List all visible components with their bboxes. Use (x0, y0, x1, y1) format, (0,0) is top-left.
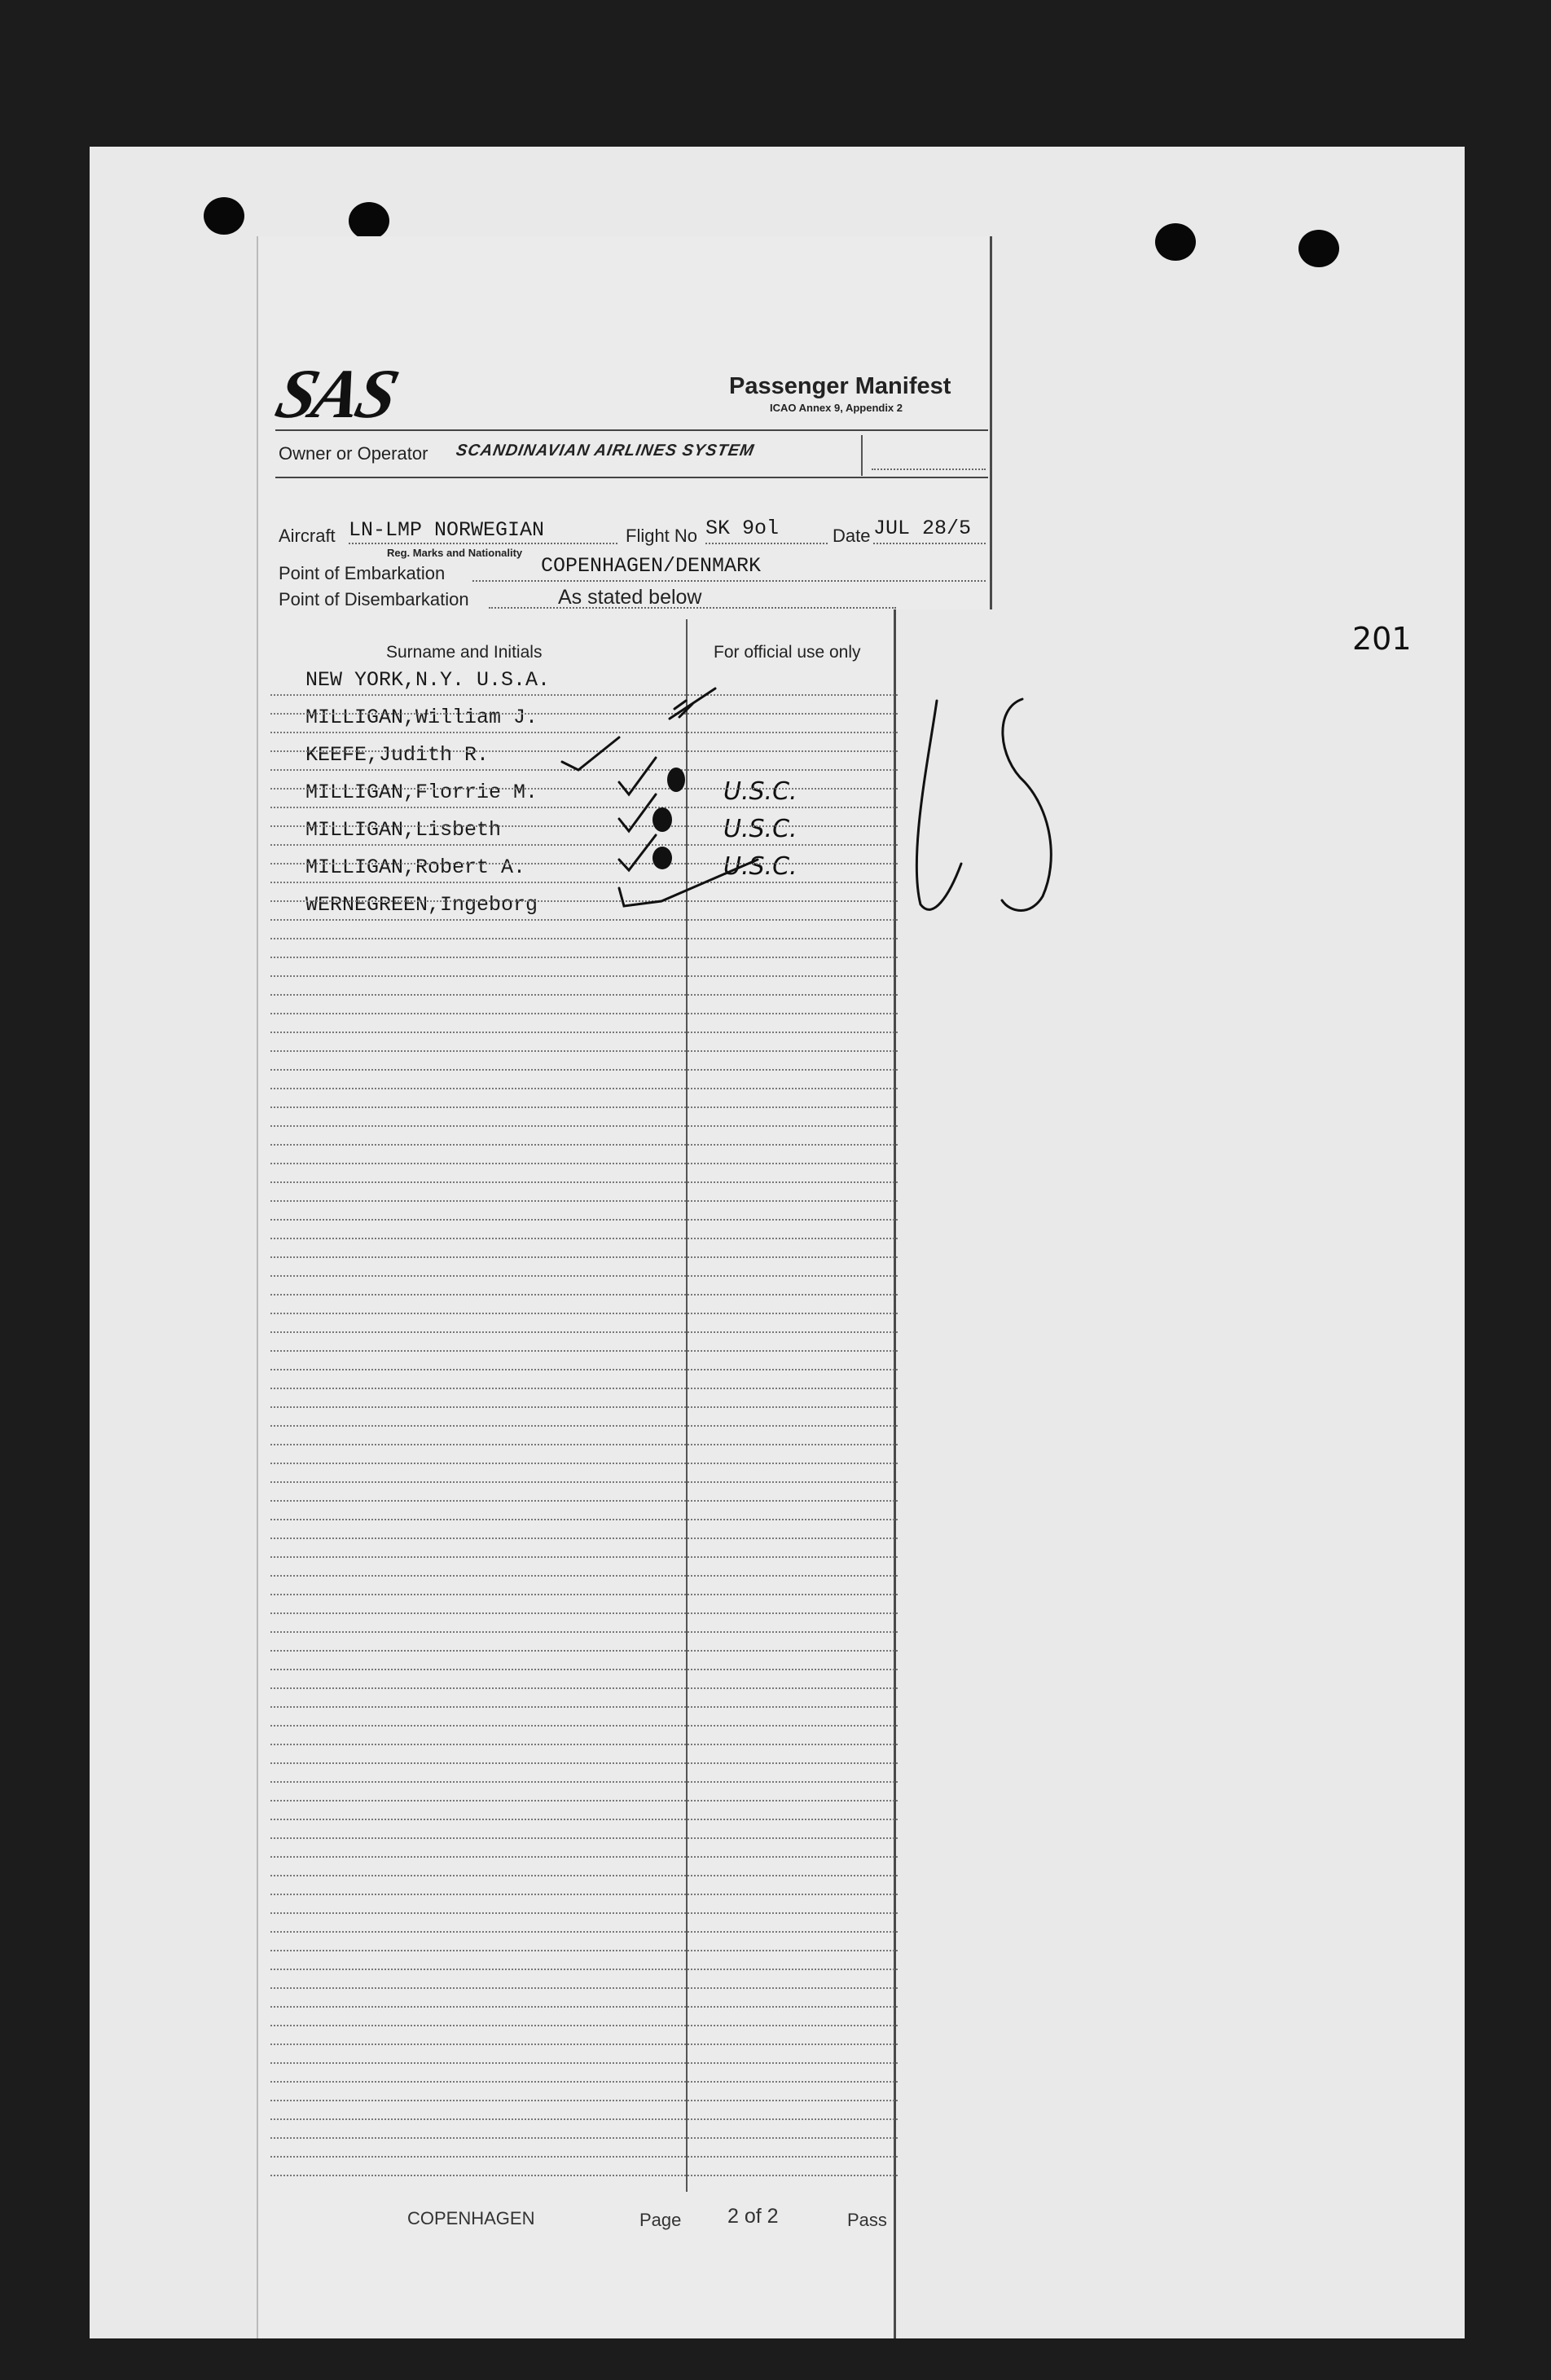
check-mark (619, 835, 656, 870)
handwritten-u (916, 701, 961, 909)
flight-label: Flight No (626, 526, 698, 546)
passenger-name: WERNEGREEN,Ingeborg (305, 893, 538, 917)
names-column-header: Surname and Initials (386, 643, 543, 662)
passenger-name: MILLIGAN,William J. (305, 706, 538, 729)
aircraft-value: LN-LMP NORWEGIAN (349, 518, 545, 542)
operator-value: SCANDINAVIAN AIRLINES SYSTEM (455, 442, 756, 460)
official-use-note: U.S.C. (723, 852, 797, 881)
passenger-name: MILLIGAN,Robert A. (305, 856, 526, 879)
check-mark (619, 758, 656, 794)
date-label: Date (833, 526, 871, 546)
footer-pass-label: Pass (847, 2210, 887, 2230)
date-value: JUL 28/5 (873, 517, 972, 540)
disembarkation-label: Point of Disembarkation (279, 589, 469, 609)
form-subtitle: ICAO Annex 9, Appendix 2 (770, 402, 903, 414)
operator-label: Owner or Operator (279, 443, 428, 464)
ink-blot (652, 847, 672, 869)
embarkation-label: Point of Embarkation (279, 563, 446, 583)
form-title: Passenger Manifest (729, 373, 951, 399)
sas-logo: SAS (269, 354, 403, 433)
check-mark (619, 794, 656, 831)
embarkation-value: COPENHAGEN/DENMARK (541, 554, 762, 578)
flight-value: SK 9ol (705, 517, 780, 540)
disembarkation-value: As stated below (558, 586, 702, 609)
passenger-name: KEEFE,Judith R. (305, 743, 490, 767)
passenger-name: NEW YORK,N.Y. U.S.A. (305, 668, 551, 692)
aircraft-label: Aircraft (279, 526, 336, 546)
footer-page-value: 2 of 2 (727, 2205, 779, 2228)
passenger-name: MILLIGAN,Florrie M. (305, 781, 538, 804)
page-stamp-number: 201 (1352, 621, 1412, 657)
reg-marks-note: Reg. Marks and Nationality (387, 547, 523, 559)
official-use-note: U.S.C. (723, 815, 797, 843)
ink-blot (652, 807, 672, 832)
footer-city: COPENHAGEN (407, 2208, 535, 2228)
ink-blot (667, 768, 685, 792)
passenger-name: MILLIGAN,Lisbeth (305, 818, 502, 842)
footer-page-label: Page (639, 2210, 682, 2230)
official-use-note: U.S.C. (723, 777, 797, 806)
official-column-header: For official use only (714, 643, 861, 662)
handwritten-s (1002, 699, 1051, 911)
bracket-line (619, 860, 758, 906)
check-mark (562, 737, 619, 770)
